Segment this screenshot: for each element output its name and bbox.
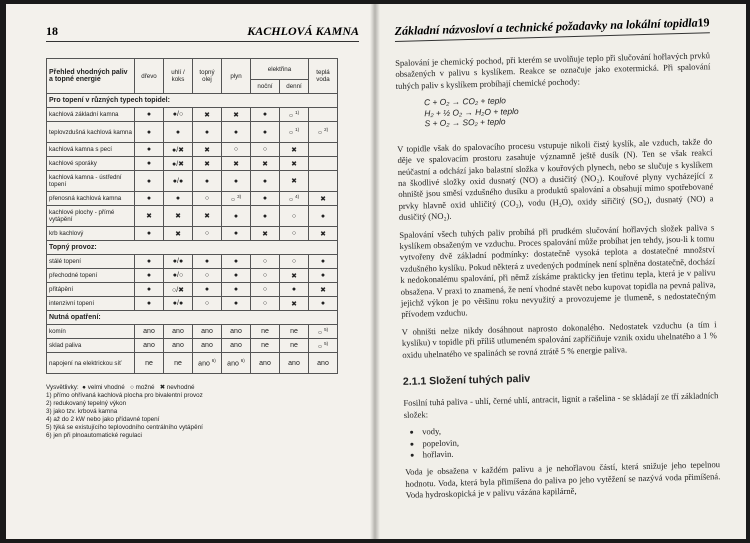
row-label: krb kachlový <box>47 227 135 241</box>
table-cell: ○ $^{5)}$ <box>309 325 338 339</box>
table-row <box>47 171 338 192</box>
table-cell: ● <box>309 255 338 269</box>
table-cell: ● <box>222 171 251 192</box>
column-header: elektřina <box>251 59 309 80</box>
paragraph: Spalování je chemický pochod, při kterém se uvolňuje teplo při slučování hořlavých prvků obsažených v palivu s kyslíkem. Reakce se označuje jako exotermická. Při spalování tuhých paliv s kyslíkem probíhají chemické pochody: <box>395 50 711 91</box>
table-cell: ● <box>135 255 164 269</box>
footnote: 4) až do 2 kW nebo jako přídavné topení <box>46 416 160 423</box>
table-cell: ne <box>280 339 309 353</box>
book-spread <box>6 4 746 539</box>
table-cell: ●/● <box>164 255 193 269</box>
row-label: teplovzdušná kachlová kamna <box>47 122 135 143</box>
left-running-head <box>46 24 359 42</box>
table-cell: ✖ <box>280 171 309 192</box>
row-label: přenosná kachlová kamna <box>47 192 135 206</box>
table-row <box>47 157 338 171</box>
fuel-suitability-table <box>46 58 338 374</box>
table-cell: ✖ <box>309 192 338 206</box>
table-cell: ●/○ <box>164 108 193 122</box>
table-cell: ● <box>222 122 251 143</box>
table-cell: ● <box>222 269 251 283</box>
table-cell: ● <box>222 297 251 311</box>
table-cell: ● <box>164 122 193 143</box>
table-cell: ● <box>222 227 251 241</box>
footnote: 6) jen při plnoautomatické regulaci <box>46 432 142 439</box>
table-cell: ● <box>135 283 164 297</box>
table-cell: ● <box>309 297 338 311</box>
table-cell: ✖ <box>280 297 309 311</box>
paragraph: Fosilní tuhá paliva - uhlí, černé uhlí, antracit, lignit a rašelina - se skládají ze tří základních složek: <box>403 390 719 420</box>
table-cell: ✖ <box>251 157 280 171</box>
table-cell: ano $^{6)}$ <box>193 353 222 374</box>
equation: C + O₂ → CO₂ + teplo <box>423 95 506 108</box>
table-cell: ●/● <box>164 171 193 192</box>
table-cell: ●/✖ <box>164 143 193 157</box>
paragraph: Voda je obsažena v každém palivu a je nehořlavou částí, která snižuje jeho tepelnou hodnotu. Voda, která byla přimíšena do paliva po jeho vytěžení se nazývá voda přimíšená. Voda hydroskopická je v palivu vázána kapilárně, <box>405 459 721 501</box>
table-cell: ○/✖ <box>164 283 193 297</box>
legend-unsuitable: ✖ nevhodné <box>159 384 195 391</box>
row-label: stálé topení <box>47 255 135 269</box>
equation: H₂ + ½ O₂ → H₂O + teplo <box>424 105 519 119</box>
column-subheader: denní <box>280 80 309 94</box>
table-cell: ○ <box>193 269 222 283</box>
table-cell: ● <box>193 171 222 192</box>
table-cell: ano <box>164 325 193 339</box>
table-cell: ○ <box>251 143 280 157</box>
section-title: Nutná opatření: <box>47 311 338 325</box>
table-cell: ✖ <box>251 227 280 241</box>
table-cell: ●/○ <box>164 269 193 283</box>
table-cell: ○ <box>251 269 280 283</box>
table-cell: ● <box>135 157 164 171</box>
paragraph: V ohništi nelze nikdy dosáhnout naprosto dokonalého. Nedostatek vzduchu (a tím i kyslíku) v topidle při příliš utlumeném spalování zapříčiňuje vznik oxidu uhelnatého a 1 % oxidu uhelnatého ve spalinách se rovná ztrátě 5 % energie paliva. <box>401 319 717 360</box>
table-cell: ● <box>135 192 164 206</box>
table-cell <box>309 171 338 192</box>
table-row <box>47 325 338 339</box>
table-cell: ✖ <box>193 143 222 157</box>
table-row <box>47 206 338 227</box>
table-row <box>47 339 338 353</box>
table-row <box>47 283 338 297</box>
table-cell: ano <box>135 339 164 353</box>
table-cell: ● <box>222 283 251 297</box>
list-item: • popelovin, <box>422 431 719 450</box>
table-cell: ○ <box>251 283 280 297</box>
table-cell: ○ <box>251 297 280 311</box>
table-cell: ✖ <box>309 227 338 241</box>
table-cell <box>309 143 338 157</box>
table-cell: ano <box>222 339 251 353</box>
row-label: kachlové sporáky <box>47 157 135 171</box>
table-cell: ano <box>222 325 251 339</box>
table-row <box>47 108 338 122</box>
right-page-number: 19 <box>697 15 710 30</box>
section-title: Topný provoz: <box>47 241 338 255</box>
table-cell: ano <box>251 353 280 374</box>
section-row <box>47 241 338 255</box>
table-cell: ● <box>251 206 280 227</box>
row-label: intenzivní topení <box>47 297 135 311</box>
equation: S + O₂ → SO₂ + teplo <box>424 116 506 129</box>
table-cell: ○ <box>280 227 309 241</box>
table-cell: ✖ <box>164 227 193 241</box>
table-row <box>47 269 338 283</box>
table-row <box>47 227 338 241</box>
table-row <box>47 255 338 269</box>
row-label: napojení na elektrickou síť <box>47 353 135 374</box>
table-header-label: Přehled vhodných paliv a topné energie <box>47 59 135 94</box>
component-list <box>414 419 720 461</box>
table-cell: ○ $^{1)}$ <box>280 108 309 122</box>
column-header: uhlí / koks <box>164 59 193 94</box>
table-cell: ○ $^{4)}$ <box>280 192 309 206</box>
table-cell: ● <box>251 192 280 206</box>
table-cell: ● <box>251 171 280 192</box>
footnote: 5) týká se existujícího teplovodního centrálního vytápění <box>46 424 203 431</box>
table-cell: ✖ <box>222 108 251 122</box>
right-page-body <box>395 50 721 501</box>
row-label: kachlová základní kamna <box>47 108 135 122</box>
table-cell: ne <box>251 339 280 353</box>
column-header: dřevo <box>135 59 164 94</box>
legend-possible: ○ možné <box>130 384 155 391</box>
table-cell: ● <box>135 143 164 157</box>
right-page <box>373 4 746 539</box>
table-cell: ● <box>280 283 309 297</box>
table-cell: ● <box>251 108 280 122</box>
table-cell: ● <box>193 122 222 143</box>
table-cell: ○ <box>251 255 280 269</box>
right-page-title: Základní názvosloví a technické požadavky na lokální topidla <box>394 15 698 39</box>
table-cell: ano <box>164 339 193 353</box>
table-cell: ●/● <box>164 297 193 311</box>
table-cell: ● <box>164 192 193 206</box>
column-header: teplá voda <box>309 59 338 94</box>
row-label: přitápění <box>47 283 135 297</box>
section-row <box>47 311 338 325</box>
right-running-head <box>394 15 709 42</box>
table-cell <box>309 108 338 122</box>
table-cell: ● <box>222 206 251 227</box>
column-header: topný olej <box>193 59 222 94</box>
footnote: 3) jako tzv. krbová kamna <box>46 408 118 415</box>
table-cell: ✖ <box>309 283 338 297</box>
table-cell: ●/✖ <box>164 157 193 171</box>
section-row <box>47 94 338 108</box>
table-cell: ● <box>309 206 338 227</box>
table-cell: ● <box>135 227 164 241</box>
table-cell: ● <box>193 255 222 269</box>
table-cell <box>309 157 338 171</box>
table-cell: ○ $^{1)}$ <box>280 122 309 143</box>
table-row <box>47 353 338 374</box>
table-cell: ano <box>280 353 309 374</box>
table-cell: ● <box>135 122 164 143</box>
table-cell: ● <box>251 122 280 143</box>
list-item: • vody, <box>422 419 719 438</box>
left-page <box>6 4 373 539</box>
table-cell: ✖ <box>222 157 251 171</box>
table-cell: ○ <box>280 255 309 269</box>
row-label: komín <box>47 325 135 339</box>
table-cell: ● <box>135 269 164 283</box>
table-cell: ne <box>280 325 309 339</box>
table-cell: ● <box>193 283 222 297</box>
table-cell: ano <box>309 353 338 374</box>
table-cell: ✖ <box>193 206 222 227</box>
table-row <box>47 192 338 206</box>
table-cell: ○ <box>222 143 251 157</box>
table-header-row <box>47 59 338 80</box>
table-row <box>47 143 338 157</box>
table-cell: ○ <box>280 206 309 227</box>
table-cell: ne <box>135 353 164 374</box>
table-cell: ● <box>135 171 164 192</box>
table-cell: ano $^{6)}$ <box>222 353 251 374</box>
table-cell: ○ $^{3)}$ <box>222 192 251 206</box>
footnote: 2) redukovaný tepelný výkon <box>46 400 127 407</box>
table-cell: ✖ <box>164 206 193 227</box>
table-row <box>47 122 338 143</box>
row-label: kachlová kamna s pecí <box>47 143 135 157</box>
table-cell: ✖ <box>280 157 309 171</box>
table-cell: ● <box>135 108 164 122</box>
row-label: kachlová kamna - ústřední topení <box>47 171 135 192</box>
table-cell: ✖ <box>193 108 222 122</box>
section-heading: 2.1.1 Složení tuhých paliv <box>402 372 531 388</box>
footnote: 1) přímo ohřívaná kachlová plocha pro bivalentní provoz <box>46 392 203 399</box>
left-page-title: KACHLOVÁ KAMNA <box>247 24 359 38</box>
table-cell: ✖ <box>280 269 309 283</box>
table-cell: ○ <box>193 297 222 311</box>
left-page-number: 18 <box>46 24 58 38</box>
table-notes <box>46 384 359 440</box>
column-header: plyn <box>222 59 251 94</box>
legend <box>46 384 359 392</box>
row-label: přechodné topení <box>47 269 135 283</box>
table-cell: ○ <box>193 192 222 206</box>
table-cell: ✖ <box>280 143 309 157</box>
row-label: sklad paliva <box>47 339 135 353</box>
equations <box>396 91 712 130</box>
column-subheader: noční <box>251 80 280 94</box>
table-cell: ne <box>251 325 280 339</box>
list-item: • hořlavin. <box>423 442 720 461</box>
table-cell: ne <box>164 353 193 374</box>
paragraph: Spalování všech tuhých paliv probíhá při prudkém slučování hořlavých složek paliva s kyslíkem obsaženým ve vzduchu. Proces spalování může probíhat jen tehdy, jsou-li k tomu vytvořeny dvě základní podmínky: dostatečně vysoká teplota a dostatečné množství vzdušného kyslíku. Pokud některá z uvedených podmínek není splněna dostatečně, dochází k nedokonalému spalování, při němž získáme prakticky jen třetinu tepla, která je v palivu obsažena. V praxi to znamená, že není vhodné stavět nebo kupovat topidla na pevná paliva, jejichž výkon je po většinu roku nevyužitý a provozujeme je tlumeně, s nedostatečným přívodem vzduchu. <box>399 221 717 320</box>
row-label: kachlové plochy - přímé vytápění <box>47 206 135 227</box>
paragraph: V topidle však do spalovacího procesu vstupuje nikoli čistý kyslík, ale vzduch, takže do děje ve spalovacím prostoru zasahuje významně ještě dusík (N). Ten se však reakcí neúčastní a odchází jako balastní složka v kouřových plynech, nebo se slučuje s kyslíkem na škodlivé složky oxid dusnatý (NO) a dusičitý (NO₂). Kouřové plyny vycházející z ohniště jsou směsí vzdušného dusíku a produktů spalování a obsahují mimo spotřebované prvky hlavně oxid uhličitý (CO₂), vodu (H₂O), oxidy siřičitý (SO₂), dusnatý (NO) a dusičitý (NO₂). <box>397 135 714 223</box>
legend-very-suitable: ● velmi vhodné <box>82 384 125 391</box>
table-row <box>47 297 338 311</box>
section-title: Pro topení v různých typech topidel: <box>47 94 338 108</box>
table-cell: ✖ <box>193 157 222 171</box>
table-cell: ○ $^{2)}$ <box>309 122 338 143</box>
table-cell: ● <box>135 297 164 311</box>
table-cell: ano <box>135 325 164 339</box>
table-cell: ano <box>193 339 222 353</box>
table-cell: ○ $^{5)}$ <box>309 339 338 353</box>
table-cell: ✖ <box>135 206 164 227</box>
table-cell: ○ <box>193 227 222 241</box>
table-cell: ● <box>222 255 251 269</box>
table-cell: ano <box>193 325 222 339</box>
table-cell: ● <box>309 269 338 283</box>
legend-label: Vysvětlivky: <box>46 384 79 391</box>
